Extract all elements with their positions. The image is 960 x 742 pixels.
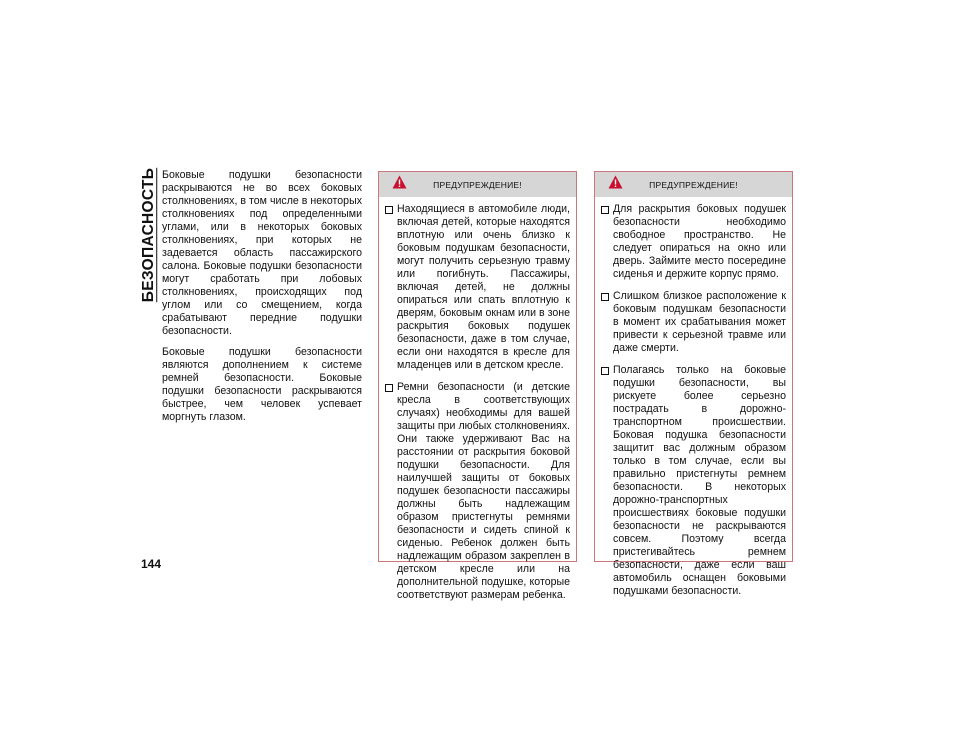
checkbox-bullet-icon xyxy=(385,206,393,214)
warning-item-text: Для раскрытия боковых подушек безопасности необходимо свободное пространство. Не следует опираться на окно или дверь. Займите место посередине сиденья и держите корпус прямо. xyxy=(613,203,786,280)
warning-triangle-icon xyxy=(392,175,407,189)
warning-title: ПРЕДУПРЕЖДЕНИЕ! xyxy=(433,179,522,190)
section-title-text: БЕЗОПАСНОСТЬ xyxy=(140,167,158,303)
warning-item xyxy=(383,381,570,602)
warning-header xyxy=(379,172,576,197)
warning-title: ПРЕДУПРЕЖДЕНИЕ! xyxy=(649,179,738,190)
page-number: 144 xyxy=(141,557,162,571)
section-title xyxy=(137,160,161,310)
warning-triangle-icon xyxy=(608,175,623,189)
warning-item xyxy=(383,203,570,372)
body-text-column xyxy=(162,169,362,432)
warning-item-text: Полагаясь только на боковые подушки безопасности, вы рискуете более серьезно пострадать в дорожно-транспортном происшествии. Боковая подушка безопасности защитит вас должным образом только в том случае, если вы правильно пристегнуты ремнем безопасности. В некоторых дорожно-транспортных происшествиях боковые подушки безопасности не раскрываются совсем. Поэтому всегда пристегивайтесь ремнем безопасности, даже если ваш автомобиль оснащен боковыми подушками безопасности. xyxy=(613,364,786,597)
checkbox-bullet-icon xyxy=(385,384,393,392)
warning-box-2 xyxy=(594,171,793,597)
warning-list xyxy=(595,197,792,598)
checkbox-bullet-icon xyxy=(601,293,609,301)
warning-item xyxy=(599,290,786,355)
warning-item xyxy=(599,364,786,598)
warning-box-1 xyxy=(378,171,577,601)
warning-item xyxy=(599,203,786,281)
warning-item-text: Находящиеся в автомобиле люди, включая детей, которые находятся вплотную или очень близко к боковым подушкам безопасности, могут получить серьезную травму или погибнуть. Пассажиры, включая детей, не должны опираться или спать вплотную к дверям, боковым окнам или в зоне раскрытия боковых подушек безопасности, даже в том случае, если они находятся в кресле для младенцев или в детском кресле. xyxy=(397,203,570,371)
warning-item-text: Ремни безопасности (и детские кресла в соответствующих случаях) необходимы для вашей защиты при любых столкновениях. Они также удерживают Вас на расстоянии от раскрытия боковой подушки безопасности. Для наилучшей защиты от боковых подушек безопасности пассажиры должны быть надлежащим образом пристегнуты ремнями безопасности и сидеть спиной к сиденью. Ребенок должен быть надлежащим образом закреплен в детском кресле или на дополнительной подушке, которые соответствуют размерам ребенка. xyxy=(397,381,570,601)
body-paragraph: Боковые подушки безопасности являются дополнением к системе ремней безопасности. Боковые подушки безопасности раскрываются быстрее, чем человек успевает моргнуть глазом. xyxy=(162,346,362,423)
body-paragraph: Боковые подушки безопасности раскрываются не во всех боковых столкновениях, в том числе в некоторых столкновениях под определенными углами, или в некоторых боковых столкновениях, при которых не задевается область пассажирского салона. Боковые подушки безопасности могут сработать при лобовых столкновениях, происходящих под углом или со смещением, когда срабатывают передние подушки безопасности. xyxy=(162,169,362,337)
checkbox-bullet-icon xyxy=(601,206,609,214)
warning-item-text: Слишком близкое расположение к боковым подушкам безопасности в момент их срабатывания может привести к серьезной травме или даже смерти. xyxy=(613,290,786,354)
checkbox-bullet-icon xyxy=(601,367,609,375)
warning-list xyxy=(379,197,576,602)
warning-header xyxy=(595,172,792,197)
